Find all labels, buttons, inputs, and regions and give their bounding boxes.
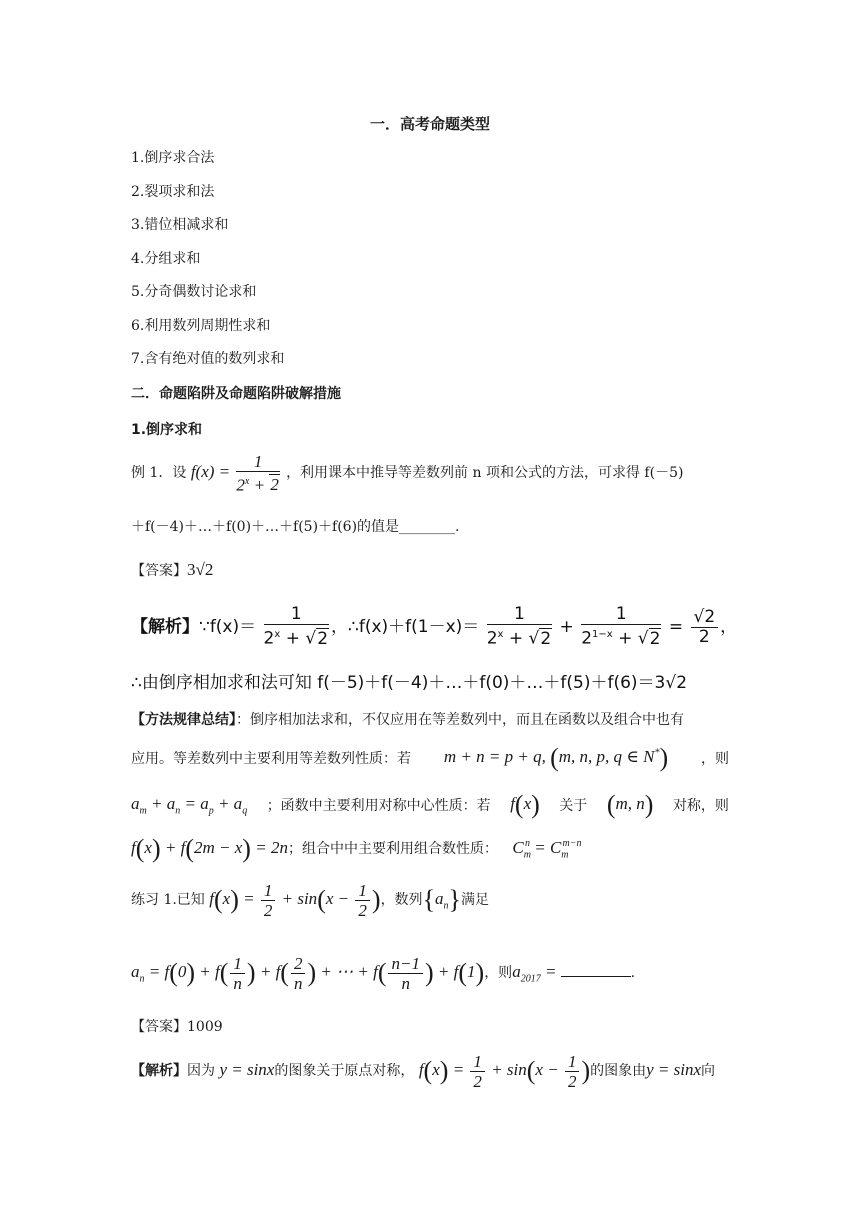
list-item: 7.含有绝对值的数列求和 [131, 351, 285, 367]
subsection-heading: 1.倒序求和 [131, 422, 203, 438]
formula: f(x) = $\frac{1}{2^x + 2}$ [190, 451, 279, 495]
answer-2: 【答案】1009 [131, 1019, 223, 1035]
exercise-1-formula: $a_n = f(0) + f$( $\frac{1}{n}$ ) + f( $\frac{2}{n}$ ) + ⋯ + f( $\frac{n-1}{n}$ ) + f(1)，则$a_{2017}$ = . [131, 953, 636, 993]
explanation-2: 【解析】因为 y = sinx的图象关于原点对称， f(x) = $\frac{1}{2}$ + sin(x − $\frac{1}{2}$ )的图象由y = sinx向 [131, 1051, 716, 1091]
list-item: 6.利用数列周期性求和 [131, 318, 271, 334]
list-item: 5.分奇偶数讨论求和 [131, 284, 257, 300]
explanation-1-line2: ∴由倒序相加求和法可知 f(－5)＋f(－4)＋…＋f(0)＋…＋f(5)＋f(6)＝3√2 [131, 673, 688, 693]
method-summary-line1: 【方法规律总结】：倒序相加法求和，不仅应用在等差数列中，而且在函数以及组合中也有 [131, 712, 684, 728]
example-1: 例 1．设 f(x) = $\frac{1}{2^x + 2}$ ，利用课本中推导等差数列前 n 项和公式的方法，可求得 f(－5) [131, 451, 684, 495]
answer-blank [561, 976, 631, 977]
section-heading-traps: 二．命题陷阱及命题陷阱破解措施 [131, 386, 341, 402]
method-summary-line4: f(x) + f(2m − x) = 2n；组合中中主要利用组合数性质： $C_m^n = C_m^{m-n}$ [131, 834, 582, 863]
explanation-1: 【解析】∵f(x)＝ $\frac{1}{2^x + √2}$ ，∴f(x)＋f(1－x)＝ $\frac{1}{2^x + √2}$ + $\frac{1}{2^{1-x} + √2}$ = $\frac{√2}{2}$ ， [131, 604, 738, 649]
list-item: 2.裂项求和法 [131, 184, 215, 200]
answer-1: 【答案】3√2 [131, 560, 214, 579]
method-summary-line3: $a_m + a_n = a_p + a_q$ ；函数中主要利用对称中心性质：若 f(x) 关于 (m, n) 对称，则 [131, 790, 729, 819]
method-summary-line2: 应用。等差数列中主要利用等差数列性质：若 m + n = p + q, (m, n, p, q ∈ N*) ，则 [131, 743, 729, 772]
exercise-1: 练习 1.已知 f(x) = $\frac{1}{2}$ + sin(x − $\frac{1}{2}$ )，数列$\{a_n\}$满足 [131, 880, 490, 920]
list-item: 3.错位相减求和 [131, 217, 229, 233]
example-1-line2: ＋f(－4)＋…＋f(0)＋…＋f(5)＋f(6)的值是________. [131, 519, 460, 535]
list-item: 4.分组求和 [131, 251, 201, 267]
list-item: 1.倒序求合法 [131, 150, 215, 166]
section-heading-types: 一．高考命题类型 [369, 115, 490, 133]
